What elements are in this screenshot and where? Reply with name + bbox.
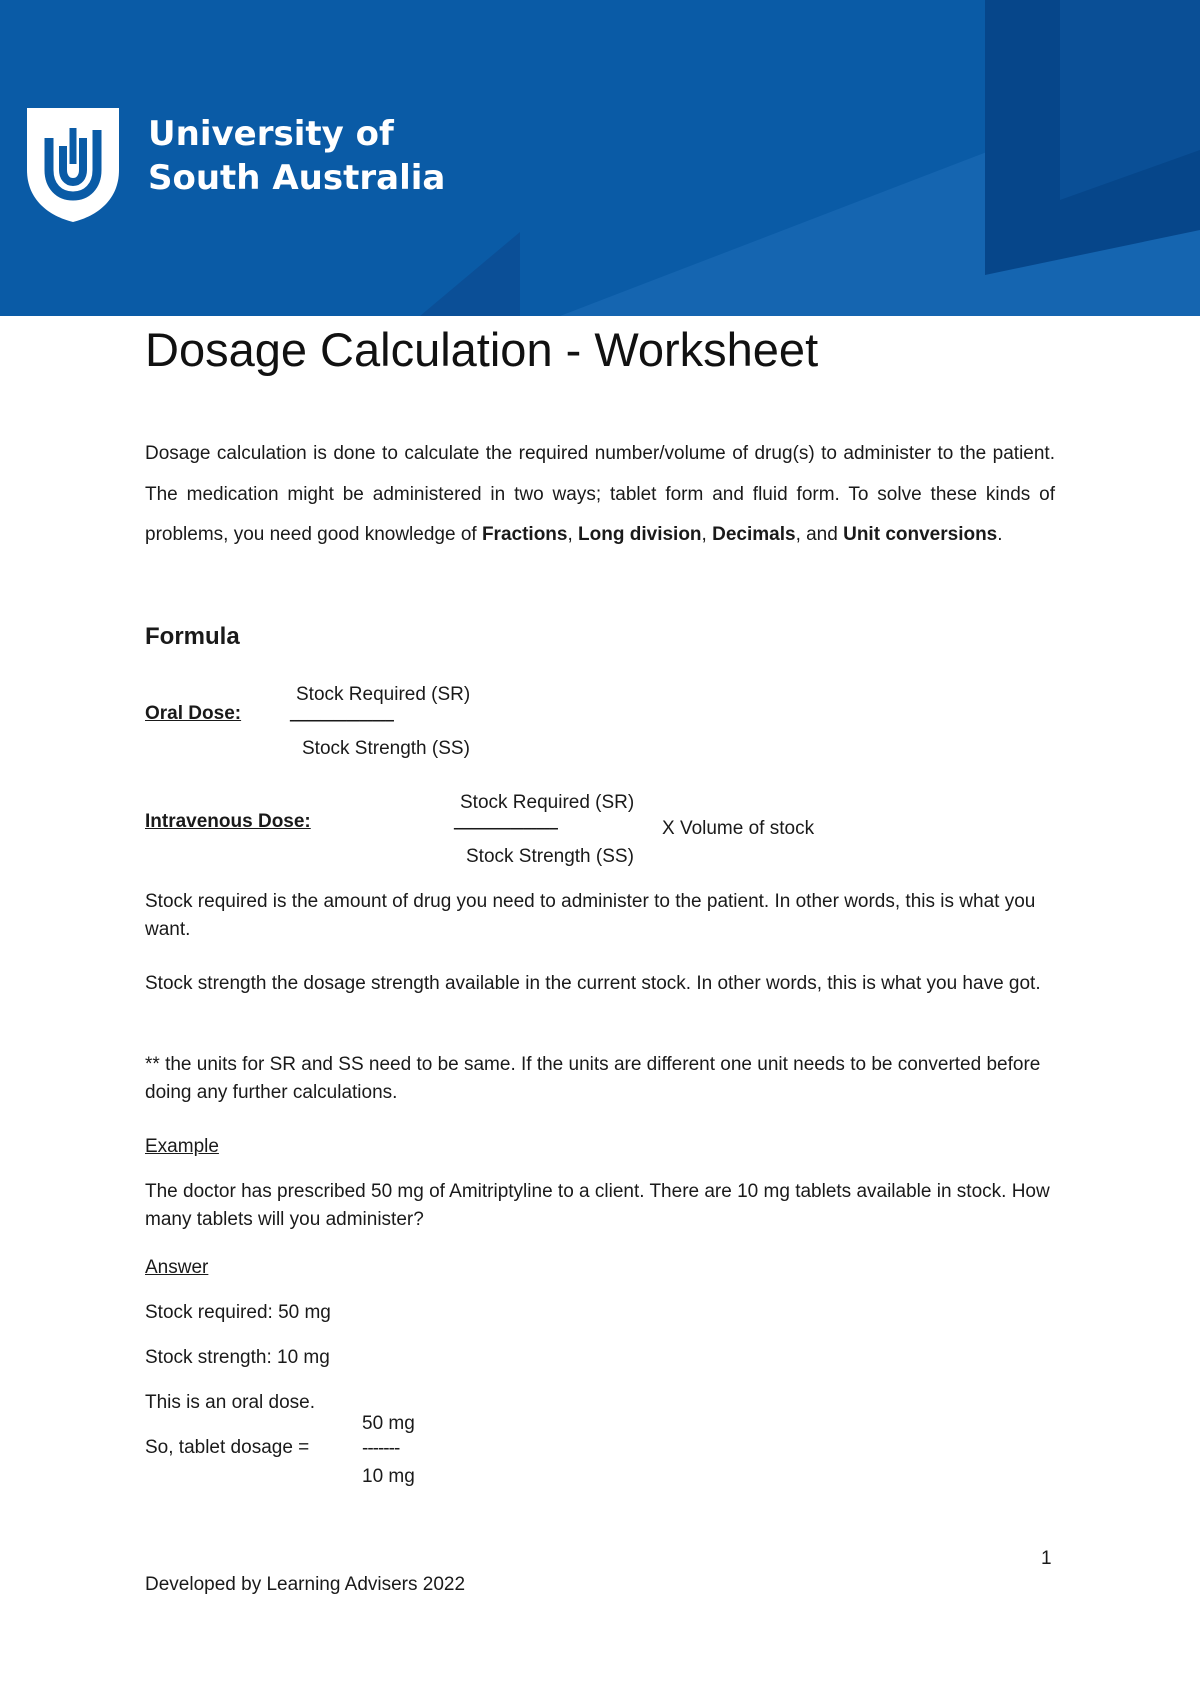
answer-fraction-line: ------- — [362, 1438, 400, 1459]
oral-denominator: Stock Strength (SS) — [302, 738, 470, 759]
logo-line-1: University of — [148, 114, 394, 154]
answer-stock-required: Stock required: 50 mg — [145, 1302, 331, 1323]
intro-separator: , — [701, 524, 713, 545]
iv-numerator: Stock Required (SR) — [460, 792, 635, 813]
term-long-division: Long division — [578, 524, 702, 545]
term-fractions: Fractions — [481, 524, 568, 545]
answer-calc-label: So, tablet dosage = — [145, 1437, 310, 1458]
oral-dose-label: Oral Dose: — [145, 703, 242, 724]
oral-fraction-line: ------------------------ — [289, 710, 393, 731]
example-question: The doctor has prescribed 50 mg of Amitriptyline to a client. There are 10 mg tablets available in stock. How many tablets will you administer? — [145, 1181, 1050, 1230]
oral-numerator: Stock Required (SR) — [296, 684, 471, 705]
answer-denominator: 10 mg — [362, 1466, 415, 1487]
stock-required-paragraph: Stock required is the amount of drug you need to administer to the patient. In other words, this is what you want. — [145, 891, 1036, 940]
answer-oral-dose-note: This is an oral dose. — [145, 1392, 316, 1413]
intro-end: . — [997, 524, 1003, 545]
university-logo-text — [148, 112, 445, 200]
unisa-shield-icon — [27, 108, 119, 222]
units-note-paragraph: ** the units for SR and SS need to be same. If the units are different one unit needs to be converted before doing any further calculations. — [145, 1054, 1041, 1103]
intro-text: Dosage calculation is done to calculate the required number/volume of drug(s) to administer to the patient. The medication might be administered in two ways; tablet form and fluid form. To solve these kinds of problems, you need good knowledge of — [145, 443, 1055, 545]
header-banner — [0, 0, 1200, 316]
footer-credit: Developed by Learning Advisers 2022 — [145, 1574, 466, 1595]
formula-heading: Formula — [145, 623, 240, 650]
iv-multiplier: X Volume of stock — [662, 818, 815, 839]
intro-separator: , — [567, 524, 579, 545]
iv-fraction-line: ------------------------ — [453, 818, 557, 839]
example-heading: Example — [145, 1136, 219, 1157]
term-decimals: Decimals — [712, 524, 796, 545]
intro-separator: , and — [795, 524, 844, 545]
page-title: Dosage Calculation - Worksheet — [145, 323, 819, 376]
answer-stock-strength: Stock strength: 10 mg — [145, 1347, 330, 1368]
intro-paragraph — [145, 434, 1055, 556]
page-number: 1 — [1041, 1548, 1052, 1569]
iv-denominator: Stock Strength (SS) — [466, 846, 634, 867]
logo-line-2: South Australia — [148, 158, 446, 198]
iv-dose-label: Intravenous Dose: — [145, 811, 311, 832]
answer-numerator: 50 mg — [362, 1413, 415, 1434]
answer-heading: Answer — [145, 1257, 209, 1278]
term-unit-conversions: Unit conversions — [843, 524, 998, 545]
stock-strength-paragraph: Stock strength the dosage strength available in the current stock. In other words, this is what you have got. — [145, 973, 1041, 994]
